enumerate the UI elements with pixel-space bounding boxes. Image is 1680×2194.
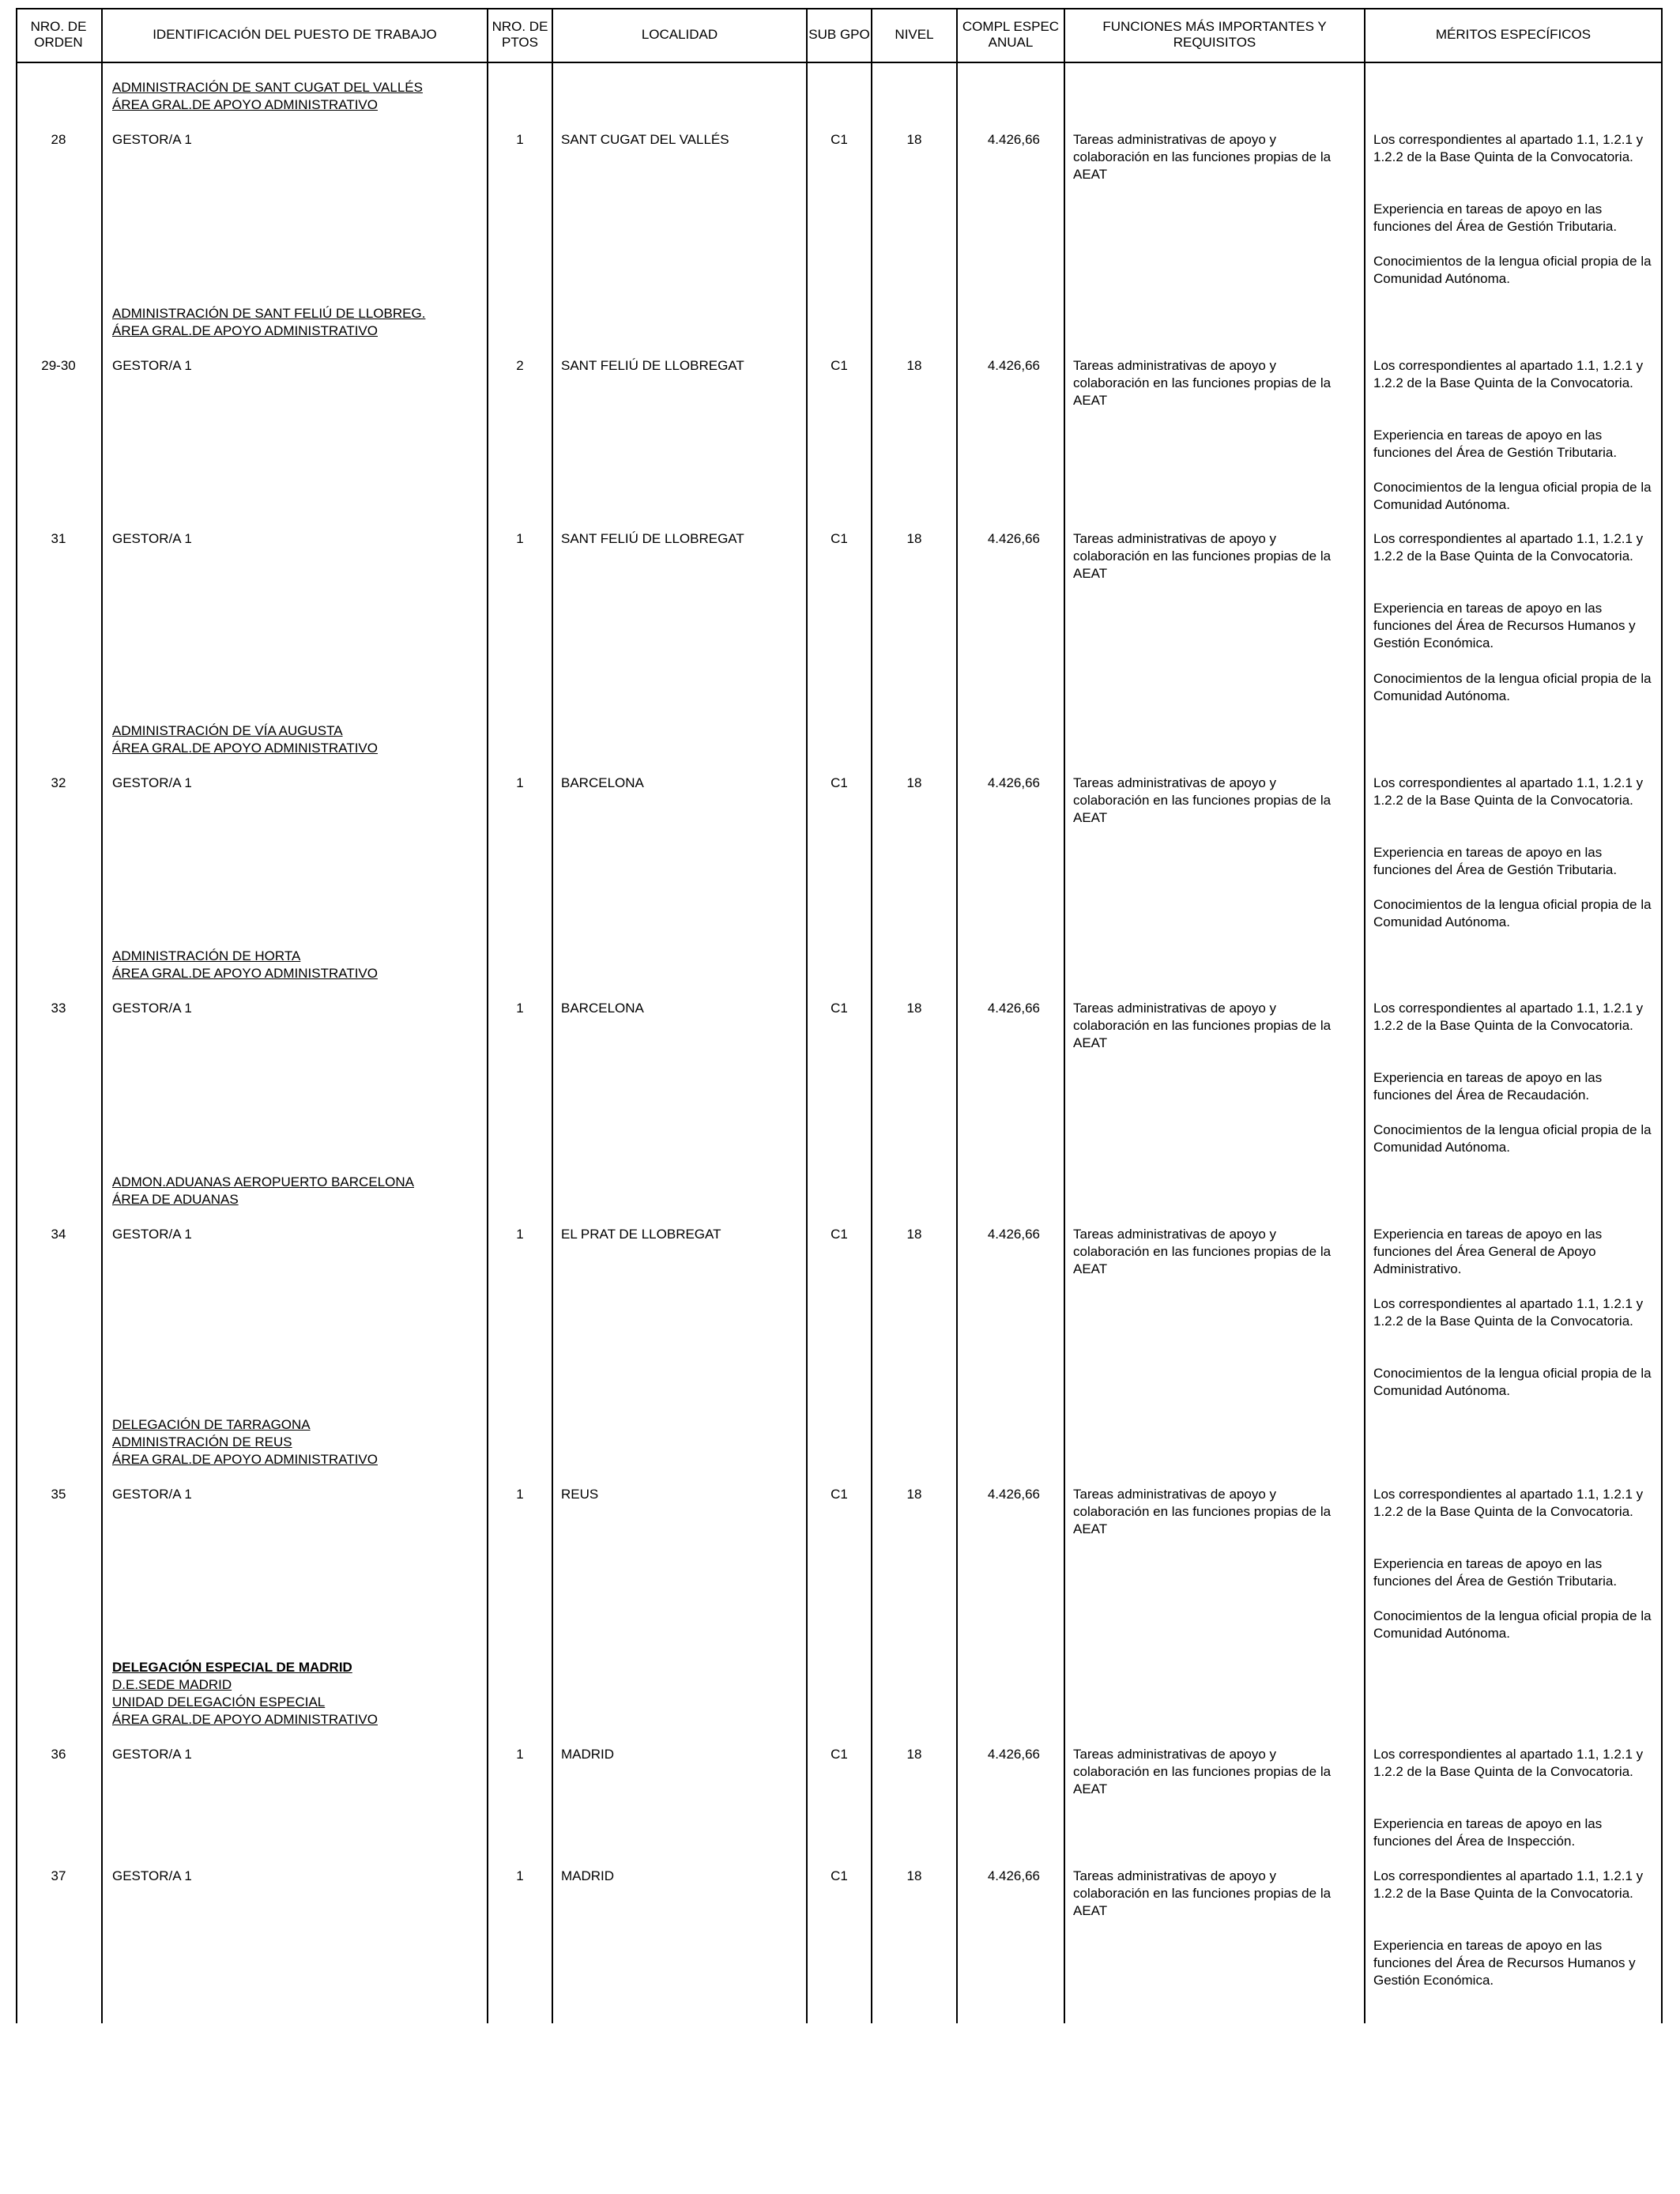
row-localidad: SANT FELIÚ DE LLOBREGAT <box>561 358 744 373</box>
row-orden: 36 <box>51 1747 66 1762</box>
section-subheading: ÁREA GRAL.DE APOYO ADMINISTRATIVO <box>112 1452 378 1467</box>
section-subheading: ADMINISTRACIÓN DE REUS <box>112 1434 292 1449</box>
row-merito-area: Experiencia en tareas de apoyo en las funciones del Área de Gestión Tributaria. <box>1373 845 1618 877</box>
row-puestos: 1 <box>516 1227 524 1242</box>
row-puesto: GESTOR/A 1 <box>112 531 192 546</box>
header-puestos: NRO. DE PTOS <box>492 19 548 50</box>
row-localidad: BARCELONA <box>561 1001 644 1016</box>
column-divider <box>101 8 103 2023</box>
row-puesto: GESTOR/A 1 <box>112 132 192 147</box>
row-merito-lengua: Conocimientos de la lengua oficial propia de la Comunidad Autónoma. <box>1373 1608 1652 1641</box>
section-subheading: ÁREA GRAL.DE APOYO ADMINISTRATIVO <box>112 1712 378 1727</box>
header-identificacion: IDENTIFICACIÓN DEL PUESTO DE TRABAJO <box>153 27 437 42</box>
row-merito-area: Experiencia en tareas de apoyo en las funciones del Área de Recursos Humanos y Gestión Económica. <box>1373 1938 1636 1988</box>
row-funciones: Tareas administrativas de apoyo y colaboración en las funciones propias de la AEAT <box>1073 1747 1332 1796</box>
row-merito-area: Experiencia en tareas de apoyo en las funciones del Área General de Apoyo Administrativo. <box>1373 1227 1603 1276</box>
row-funciones: Tareas administrativas de apoyo y colaboración en las funciones propias de la AEAT <box>1073 531 1332 581</box>
row-subgrupo: C1 <box>831 1487 848 1502</box>
row-funciones: Tareas administrativas de apoyo y colaboración en las funciones propias de la AEAT <box>1073 775 1332 825</box>
row-orden: 37 <box>51 1868 66 1883</box>
row-orden: 35 <box>51 1487 66 1502</box>
row-puesto: GESTOR/A 1 <box>112 358 192 373</box>
row-nivel: 18 <box>906 1868 922 1883</box>
row-merito-area: Experiencia en tareas de apoyo en las funciones del Área de Gestión Tributaria. <box>1373 428 1618 460</box>
section-subheading: UNIDAD DELEGACIÓN ESPECIAL <box>112 1695 326 1710</box>
row-subgrupo: C1 <box>831 531 848 546</box>
section-heading: DELEGACIÓN DE TARRAGONA <box>112 1417 311 1432</box>
column-divider <box>1064 8 1065 2023</box>
section-subheading: ÁREA GRAL.DE APOYO ADMINISTRATIVO <box>112 741 378 756</box>
row-puestos: 1 <box>516 1001 524 1016</box>
row-merito-area: Experiencia en tareas de apoyo en las funciones del Área de Gestión Tributaria. <box>1373 202 1618 234</box>
row-puestos: 1 <box>516 1487 524 1502</box>
row-localidad: EL PRAT DE LLOBREGAT <box>561 1227 721 1242</box>
section-heading: ADMINISTRACIÓN DE SANT CUGAT DEL VALLÉS <box>112 80 423 95</box>
row-subgrupo: C1 <box>831 775 848 790</box>
row-nivel: 18 <box>906 132 922 147</box>
row-orden: 28 <box>51 132 66 147</box>
row-merito-lengua: Conocimientos de la lengua oficial propia de la Comunidad Autónoma. <box>1373 1366 1652 1398</box>
row-puestos: 1 <box>516 1747 524 1762</box>
row-complemento: 4.426,66 <box>987 1747 1040 1762</box>
row-merito-area: Experiencia en tareas de apoyo en las funciones del Área de Recursos Humanos y Gestión Económica. <box>1373 601 1636 650</box>
section-heading: ADMINISTRACIÓN DE VÍA AUGUSTA <box>112 723 343 738</box>
row-merito-area: Experiencia en tareas de apoyo en las funciones del Área de Recaudación. <box>1373 1070 1603 1103</box>
row-puesto: GESTOR/A 1 <box>112 775 192 790</box>
row-complemento: 4.426,66 <box>987 1487 1040 1502</box>
row-nivel: 18 <box>906 775 922 790</box>
row-complemento: 4.426,66 <box>987 775 1040 790</box>
row-subgrupo: C1 <box>831 132 848 147</box>
column-divider <box>1364 8 1365 2023</box>
row-nivel: 18 <box>906 1747 922 1762</box>
row-funciones: Tareas administrativas de apoyo y colaboración en las funciones propias de la AEAT <box>1073 132 1332 182</box>
row-localidad: BARCELONA <box>561 775 644 790</box>
row-funciones: Tareas administrativas de apoyo y colaboración en las funciones propias de la AEAT <box>1073 1868 1332 1918</box>
row-merito-base: Los correspondientes al apartado 1.1, 1.2.1 y 1.2.2 de la Base Quinta de la Convocatoria. <box>1373 1296 1644 1329</box>
header-orden: NRO. DE ORDEN <box>30 19 87 50</box>
row-puesto: GESTOR/A 1 <box>112 1227 192 1242</box>
header-complemento: COMPL ESPEC ANUAL <box>962 19 1060 50</box>
row-puesto: GESTOR/A 1 <box>112 1001 192 1016</box>
row-localidad: MADRID <box>561 1868 615 1883</box>
header-nivel: NIVEL <box>895 27 934 42</box>
section-heading: ADMINISTRACIÓN DE HORTA <box>112 948 301 963</box>
header-funciones: FUNCIONES MÁS IMPORTANTES Y REQUISITOS <box>1102 19 1327 50</box>
section-subheading: ÁREA GRAL.DE APOYO ADMINISTRATIVO <box>112 966 378 981</box>
row-merito-base: Los correspondientes al apartado 1.1, 1.2.1 y 1.2.2 de la Base Quinta de la Convocatoria. <box>1373 1868 1644 1901</box>
header-meritos: MÉRITOS ESPECÍFICOS <box>1435 27 1591 42</box>
row-subgrupo: C1 <box>831 1747 848 1762</box>
row-merito-base: Los correspondientes al apartado 1.1, 1.2.1 y 1.2.2 de la Base Quinta de la Convocatoria. <box>1373 531 1644 564</box>
row-merito-base: Los correspondientes al apartado 1.1, 1.2.1 y 1.2.2 de la Base Quinta de la Convocatoria. <box>1373 1747 1644 1779</box>
row-puesto: GESTOR/A 1 <box>112 1747 192 1762</box>
row-orden: 32 <box>51 775 66 790</box>
section-heading: ADMON.ADUANAS AEROPUERTO BARCELONA <box>112 1174 414 1189</box>
row-puesto: GESTOR/A 1 <box>112 1868 192 1883</box>
section-subheading: ÁREA GRAL.DE APOYO ADMINISTRATIVO <box>112 97 378 112</box>
row-merito-area: Experiencia en tareas de apoyo en las funciones del Área de Gestión Tributaria. <box>1373 1556 1618 1589</box>
row-funciones: Tareas administrativas de apoyo y colaboración en las funciones propias de la AEAT <box>1073 1001 1332 1050</box>
header-bottom-border <box>16 62 1661 63</box>
row-merito-lengua: Conocimientos de la lengua oficial propia de la Comunidad Autónoma. <box>1373 480 1652 512</box>
row-puestos: 1 <box>516 1868 524 1883</box>
row-complemento: 4.426,66 <box>987 1868 1040 1883</box>
row-merito-area: Experiencia en tareas de apoyo en las funciones del Área de Inspección. <box>1373 1816 1603 1849</box>
row-funciones: Tareas administrativas de apoyo y colaboración en las funciones propias de la AEAT <box>1073 358 1332 408</box>
row-subgrupo: C1 <box>831 1227 848 1242</box>
row-localidad: REUS <box>561 1487 599 1502</box>
row-orden: 29-30 <box>41 358 76 373</box>
row-nivel: 18 <box>906 531 922 546</box>
row-merito-lengua: Conocimientos de la lengua oficial propia de la Comunidad Autónoma. <box>1373 1122 1652 1155</box>
row-nivel: 18 <box>906 1227 922 1242</box>
row-merito-lengua: Conocimientos de la lengua oficial propia de la Comunidad Autónoma. <box>1373 671 1652 703</box>
section-heading: ADMINISTRACIÓN DE SANT FELIÚ DE LLOBREG. <box>112 306 426 321</box>
row-subgrupo: C1 <box>831 358 848 373</box>
row-nivel: 18 <box>906 1001 922 1016</box>
row-complemento: 4.426,66 <box>987 1001 1040 1016</box>
row-nivel: 18 <box>906 358 922 373</box>
row-puesto: GESTOR/A 1 <box>112 1487 192 1502</box>
row-orden: 31 <box>51 531 66 546</box>
row-merito-base: Los correspondientes al apartado 1.1, 1.2.1 y 1.2.2 de la Base Quinta de la Convocatoria. <box>1373 775 1644 808</box>
row-nivel: 18 <box>906 1487 922 1502</box>
row-puestos: 1 <box>516 775 524 790</box>
header-subgrupo: SUB GPO <box>808 27 870 42</box>
row-complemento: 4.426,66 <box>987 132 1040 147</box>
row-puestos: 1 <box>516 132 524 147</box>
row-merito-base: Los correspondientes al apartado 1.1, 1.2.1 y 1.2.2 de la Base Quinta de la Convocatoria. <box>1373 1001 1644 1033</box>
section-subheading: ÁREA DE ADUANAS <box>112 1192 239 1207</box>
row-orden: 34 <box>51 1227 66 1242</box>
header-localidad: LOCALIDAD <box>641 27 718 42</box>
row-subgrupo: C1 <box>831 1001 848 1016</box>
row-merito-base: Los correspondientes al apartado 1.1, 1.2.1 y 1.2.2 de la Base Quinta de la Convocatoria. <box>1373 1487 1644 1519</box>
row-puestos: 1 <box>516 531 524 546</box>
row-merito-base: Los correspondientes al apartado 1.1, 1.2.1 y 1.2.2 de la Base Quinta de la Convocatoria. <box>1373 132 1644 164</box>
row-complemento: 4.426,66 <box>987 531 1040 546</box>
row-subgrupo: C1 <box>831 1868 848 1883</box>
section-subheading: ÁREA GRAL.DE APOYO ADMINISTRATIVO <box>112 323 378 338</box>
section-subheading: D.E.SEDE MADRID <box>112 1677 232 1692</box>
row-complemento: 4.426,66 <box>987 358 1040 373</box>
row-localidad: MADRID <box>561 1747 615 1762</box>
row-merito-lengua: Conocimientos de la lengua oficial propia de la Comunidad Autónoma. <box>1373 254 1652 286</box>
row-merito-base: Los correspondientes al apartado 1.1, 1.2.1 y 1.2.2 de la Base Quinta de la Convocatoria. <box>1373 358 1644 390</box>
row-funciones: Tareas administrativas de apoyo y colaboración en las funciones propias de la AEAT <box>1073 1487 1332 1536</box>
column-divider <box>1661 8 1663 2023</box>
row-complemento: 4.426,66 <box>987 1227 1040 1242</box>
row-funciones: Tareas administrativas de apoyo y colaboración en las funciones propias de la AEAT <box>1073 1227 1332 1276</box>
section-heading: DELEGACIÓN ESPECIAL DE MADRID <box>112 1660 352 1675</box>
row-puestos: 2 <box>516 358 524 373</box>
row-localidad: SANT CUGAT DEL VALLÉS <box>561 132 729 147</box>
row-orden: 33 <box>51 1001 66 1016</box>
column-divider <box>552 8 553 2023</box>
row-merito-lengua: Conocimientos de la lengua oficial propia de la Comunidad Autónoma. <box>1373 897 1652 929</box>
row-localidad: SANT FELIÚ DE LLOBREGAT <box>561 531 744 546</box>
